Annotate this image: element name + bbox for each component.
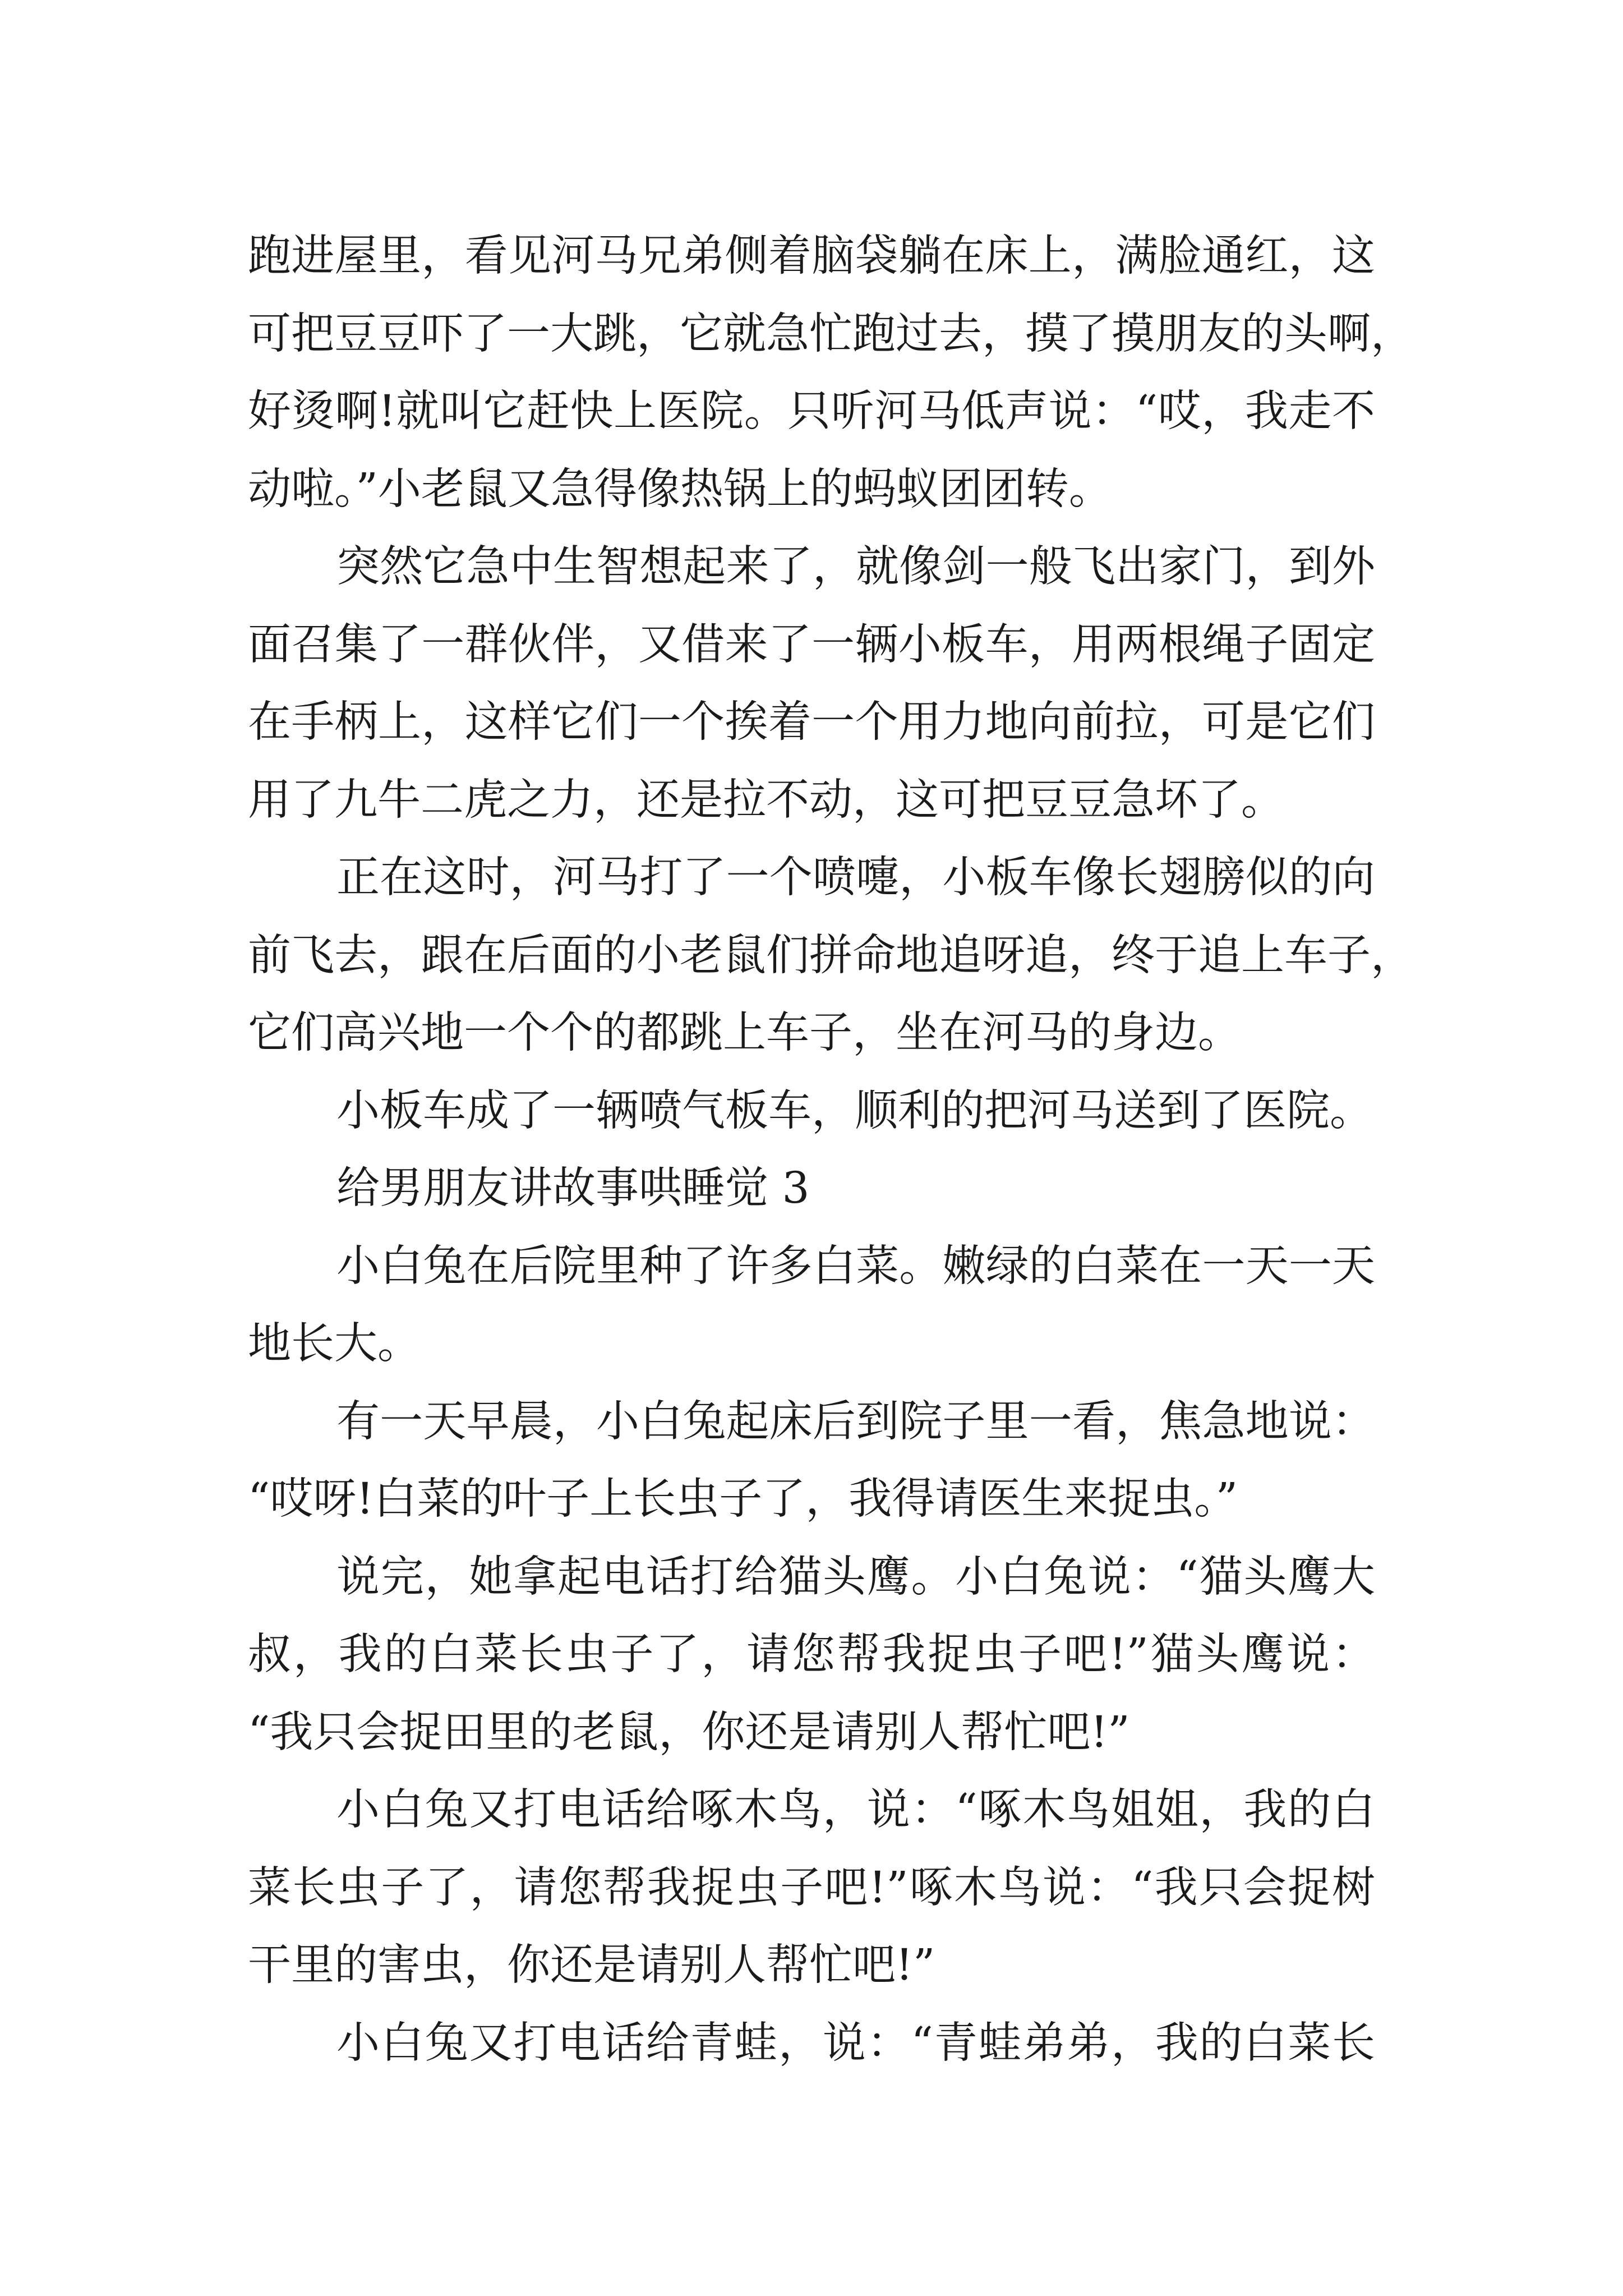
paragraph-first-line: 正在这时，河马打了一个喷嚏，小板车像长翅膀似的向 [336, 853, 1375, 903]
text-line: 叔，我的白菜长虫子了，请您帮我捉虫子吧!”猫头鹰说： [248, 1630, 1375, 1680]
paragraph-first-line: 给男朋友讲故事哄睡觉 3 [336, 1163, 810, 1213]
text-line: “我只会捉田里的老鼠，你还是请别人帮忙吧!” [248, 1707, 1130, 1757]
text-line: 在手柄上，这样它们一个挨着一个用力地向前拉，可是它们 [248, 697, 1375, 747]
paragraph-first-line: 有一天早晨，小白兔起床后到院子里一看，焦急地说： [336, 1396, 1375, 1447]
paragraph-first-line: 小板车成了一辆喷气板车，顺利的把河马送到了医院。 [336, 1085, 1373, 1136]
paragraph-first-line: 突然它急中生智想起来了，就像剑一般飞出家门，到外 [336, 542, 1375, 592]
paragraph-first-line: 说完，她拿起电话打给猫头鹰。小白兔说：“猫头鹰大 [336, 1552, 1375, 1602]
text-line: 动啦。”小老鼠又急得像热锅上的蚂蚁团团转。 [248, 464, 1112, 514]
text-line: 面召集了一群伙伴，又借来了一辆小板车，用两根绳子固定 [248, 619, 1375, 670]
text-line: “哎呀!白菜的叶子上长虫子了，我得请医生来捉虫。” [248, 1474, 1238, 1524]
paragraph-first-line: 小白兔又打电话给青蛙，说：“青蛙弟弟，我的白菜长 [336, 2018, 1375, 2068]
text-line: 菜长虫子了，请您帮我捉虫子吧!”啄木鸟说：“我只会捉树 [248, 1862, 1375, 1913]
text-line: 用了九牛二虎之力，还是拉不动，这可把豆豆急坏了。 [248, 775, 1284, 825]
text-line: 跑进屋里，看见河马兄弟侧着脑袋躺在床上，满脸通红，这 [248, 231, 1375, 281]
story-text-body [248, 218, 1414, 2082]
text-line: 地长大。 [248, 1319, 421, 1369]
text-line: 好烫啊!就叫它赶快上医院。只听河马低声说：“哎，我走不 [248, 386, 1375, 436]
text-line: 前飞去，跟在后面的小老鼠们拼命地追呀追，终于追上车子， [248, 930, 1414, 981]
text-line: 可把豆豆吓了一大跳，它就急忙跑过去，摸了摸朋友的头啊， [248, 309, 1414, 359]
paragraph-first-line: 小白兔又打电话给啄木鸟，说：“啄木鸟姐姐，我的白 [336, 1785, 1375, 1835]
text-line: 干里的害虫，你还是请别人帮忙吧!” [248, 1940, 935, 1990]
paragraph-first-line: 小白兔在后院里种了许多白菜。嫩绿的白菜在一天一天 [336, 1241, 1375, 1291]
text-line: 它们高兴地一个个的都跳上车子，坐在河马的身边。 [248, 1008, 1241, 1058]
